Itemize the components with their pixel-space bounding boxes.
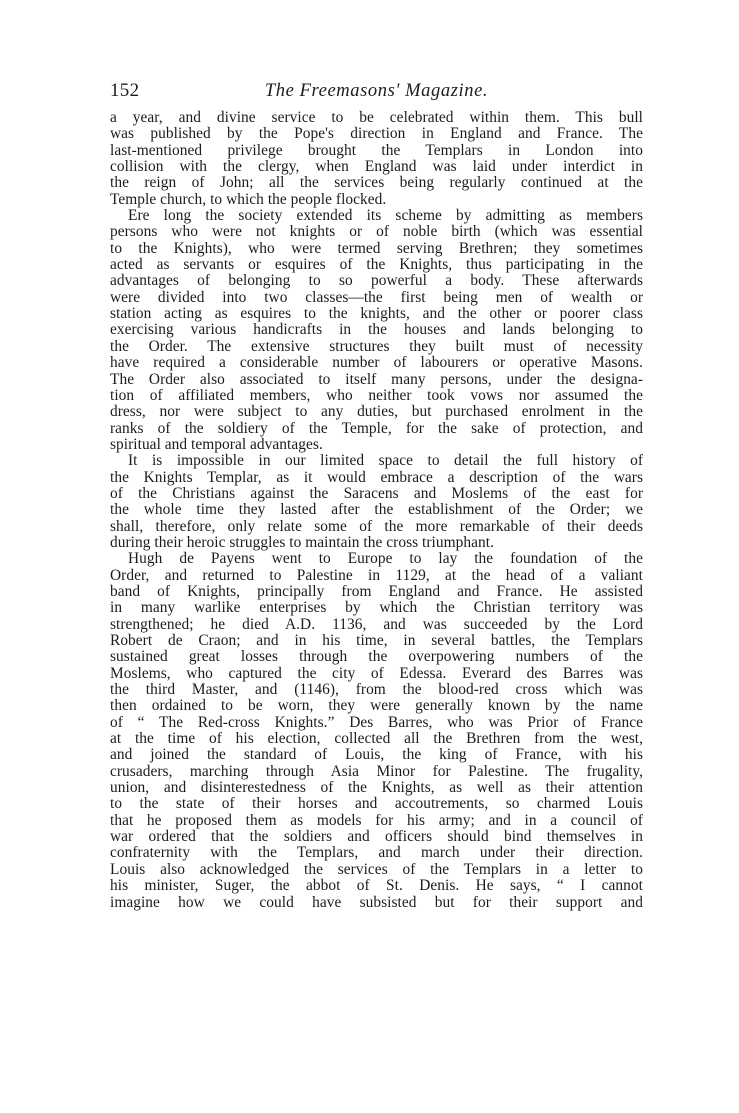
text-line: Order, and returned to Palestine in 1129, at the head of a valiant bbox=[110, 566, 643, 584]
paragraph-2 bbox=[110, 208, 643, 453]
text-line: at the time of his election, collected all the Brethren from the west, bbox=[110, 730, 643, 748]
text-line: collision with the clergy, when England was laid under interdict in bbox=[110, 158, 643, 176]
paragraph-1 bbox=[110, 110, 643, 208]
text-line: union, and disinterestedness of the Knights, as well as their attention bbox=[110, 779, 643, 797]
text-line: the Order. The extensive structures they built must of necessity bbox=[110, 337, 643, 355]
text-line: Ere long the society extended its scheme by admitting as members bbox=[128, 207, 643, 225]
text-line: war ordered that the soldiers and officers should bind themselves in bbox=[110, 828, 643, 846]
text-line: during their heroic struggles to maintain the cross triumphant. bbox=[110, 533, 494, 551]
text-line: to the state of their horses and accoutrements, so charmed Louis bbox=[110, 795, 643, 813]
text-line: the whole time they lasted after the establishment of the Order; we bbox=[110, 501, 643, 519]
paragraph-3 bbox=[110, 453, 643, 551]
text-line: the reign of John; all the services being regularly continued at the bbox=[110, 174, 643, 192]
magazine-page bbox=[110, 80, 643, 911]
text-line: persons who were not knights or of noble birth (which was essential bbox=[110, 223, 643, 241]
text-line: the third Master, and (1146), from the blood-red cross which was bbox=[110, 681, 643, 699]
text-line: that he proposed them as models for his army; and in a council of bbox=[110, 811, 643, 829]
text-line: of the Christians against the Saracens and Moslems of the east for bbox=[110, 484, 643, 502]
paragraph-4 bbox=[110, 551, 643, 911]
text-line: station acting as esquires to the knights, and the other or poorer class bbox=[110, 305, 643, 323]
text-line: then ordained to be worn, they were generally known by the name bbox=[110, 697, 643, 715]
text-line: exercising various handicrafts in the houses and lands belonging to bbox=[110, 321, 643, 339]
text-line: The Order also associated to itself many persons, under the designa- bbox=[110, 370, 643, 388]
article-body bbox=[110, 110, 643, 911]
page-header bbox=[110, 80, 643, 110]
text-line: and joined the standard of Louis, the king of France, with his bbox=[110, 746, 643, 764]
text-line: his minister, Suger, the abbot of St. Denis. He says, “ I cannot bbox=[110, 877, 643, 895]
text-line: to the Knights), who were termed serving Brethren; they sometimes bbox=[110, 239, 643, 257]
text-line: dress, nor were subject to any duties, but purchased enrolment in the bbox=[110, 403, 643, 421]
text-line: last-mentioned privilege brought the Templars in London into bbox=[110, 141, 643, 159]
text-line: of “ The Red-cross Knights.” Des Barres, who was Prior of France bbox=[110, 713, 643, 731]
text-line: acted as servants or esquires of the Knights, thus participating in the bbox=[110, 256, 643, 274]
text-line: in many warlike enterprises by which the Christian territory was bbox=[110, 599, 643, 617]
text-line: have required a considerable number of labourers or operative Masons. bbox=[110, 354, 643, 372]
text-line: a year, and divine service to be celebrated within them. This bull bbox=[110, 109, 643, 126]
text-line: spiritual and temporal advantages. bbox=[110, 435, 323, 453]
text-line: was published by the Pope's direction in England and France. The bbox=[110, 125, 643, 143]
text-line: ranks of the soldiery of the Temple, for the sake of protection, and bbox=[110, 419, 643, 437]
text-line: crusaders, marching through Asia Minor for Palestine. The frugality, bbox=[110, 762, 643, 780]
text-line: tion of affiliated members, who neither took vows nor assumed the bbox=[110, 386, 643, 404]
running-title: The Freemasons' Magazine. bbox=[264, 81, 489, 101]
text-line: Moslems, who captured the city of Edessa. Everard des Barres was bbox=[110, 664, 643, 682]
text-line: were divided into two classes—the first being men of wealth or bbox=[110, 288, 643, 306]
text-line: sustained great losses through the overpowering numbers of the bbox=[110, 648, 643, 666]
text-line: imagine how we could have subsisted but for their support and bbox=[110, 893, 643, 911]
text-line: Hugh de Payens went to Europe to lay the foundation of the bbox=[128, 550, 643, 568]
text-line: band of Knights, principally from England and France. He assisted bbox=[110, 582, 643, 600]
text-line: Robert de Craon; and in his time, in several battles, the Templars bbox=[110, 632, 643, 649]
text-line: confraternity with the Templars, and march under their direction. bbox=[110, 844, 643, 862]
text-line: the Knights Templar, as it would embrace a description of the wars bbox=[110, 468, 643, 486]
text-line: Temple church, to which the people flocked. bbox=[110, 190, 387, 208]
text-line: It is impossible in our limited space to detail the full history of bbox=[128, 452, 643, 470]
text-line: advantages of belonging to so powerful a body. These afterwards bbox=[110, 272, 643, 290]
text-line: shall, therefore, only relate some of the more remarkable of their deeds bbox=[110, 517, 643, 535]
text-line: Louis also acknowledged the services of the Templars in a letter to bbox=[110, 860, 643, 878]
text-line: strengthened; he died A.D. 1136, and was succeeded by the Lord bbox=[110, 615, 643, 633]
page-number: 152 bbox=[110, 80, 140, 101]
